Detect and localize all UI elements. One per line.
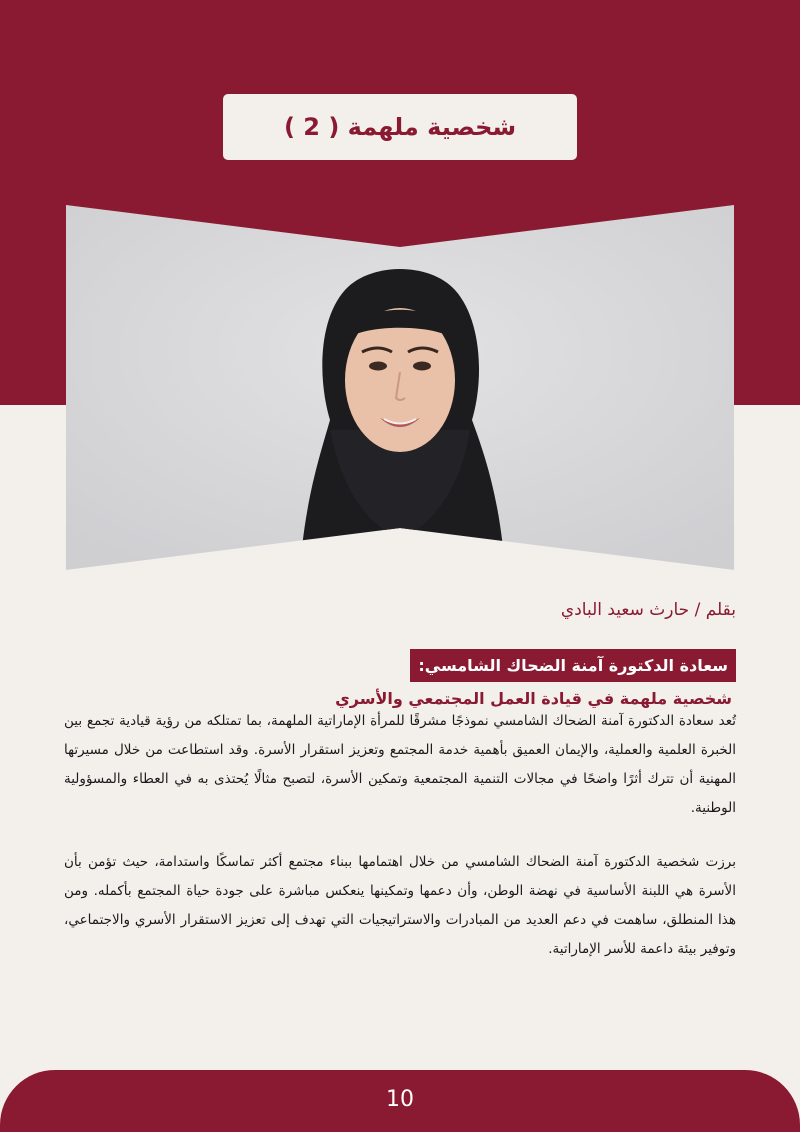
headline-highlight: سعادة الدكتورة آمنة الضحاك الشامسي: bbox=[410, 649, 736, 682]
paragraph-2: برزت شخصية الدكتورة آمنة الضحاك الشامسي من خلال اهتمامها ببناء مجتمع أكثر تماسكًا واستدامة، حيث تؤمن بأن الأسرة هي اللبنة الأساسية في نهضة الوطن، وأن دعمها وتمكينها ينعكس مباشرة على جودة حياة المجتمع بأكمله. ومن هذا المنطلق، ساهمت في دعم العديد من المبادرات والاستراتيجيات التي تهدف إلى تعزيز الاستقرار الأسري والاجتماعي، وتوفير بيئة داعمة للأسر الإماراتية. bbox=[64, 854, 736, 957]
footer-band bbox=[0, 1070, 800, 1132]
headline-rest: شخصية ملهمة في قيادة العمل المجتمعي والأسري bbox=[335, 689, 732, 708]
page-title: شخصية ملهمة ( 2 ) bbox=[283, 113, 517, 141]
paragraph-1: تُعد سعادة الدكتورة آمنة الضحاك الشامسي نموذجًا مشرقًا للمرأة الإماراتية الملهمة، بما تمتلكه من رؤية قيادية تجمع بين الخبرة العلمية والعملية، والإيمان العميق بأهمية خدمة المجتمع وتعزيز استقرار الأسرة. وقد استطاعت من خلال مسيرتها المهنية أن تترك أثرًا واضحًا في مجالات التنمية المجتمعية وتمكين الأسرة، لتصبح مثالًا يُحتذى به في العطاء والمسؤولية الوطنية. bbox=[64, 713, 736, 816]
author-byline: بقلم / حارث سعيد البادي bbox=[560, 600, 736, 620]
article-headline bbox=[56, 649, 736, 715]
page-number: 10 bbox=[386, 1086, 414, 1112]
